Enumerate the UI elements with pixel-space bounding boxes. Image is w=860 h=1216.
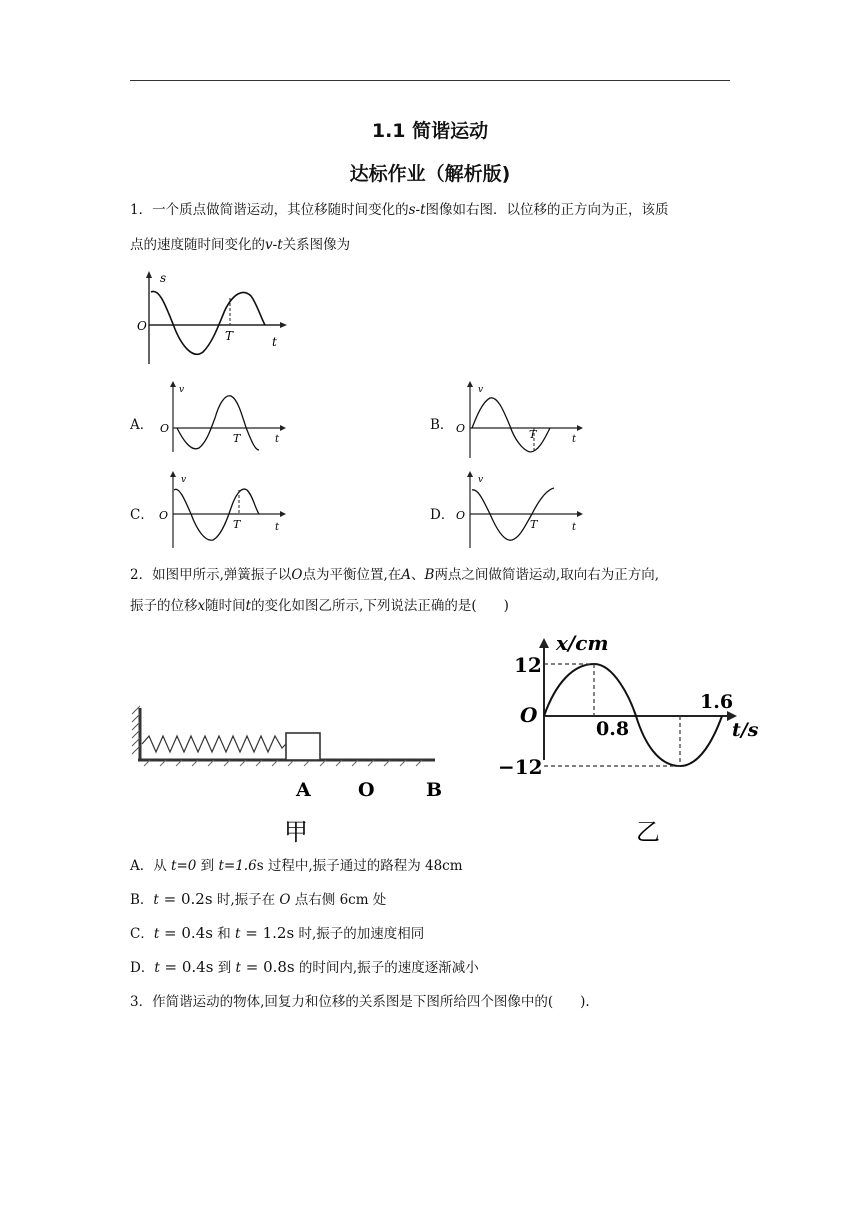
- caption-jia: 甲: [284, 818, 308, 845]
- q2-option-a[interactable]: A．从 t=0 到 t=1.6s 过程中,振子通过的路程为 48cm: [130, 858, 463, 874]
- q2-figure-yi: [490, 628, 765, 843]
- q2-option-c[interactable]: C．t = 0.4s 和 t = 1.2s 时,振子的加速度相同: [130, 924, 425, 942]
- q2-option-b[interactable]: B．t = 0.2s 时,振子在 O 点右侧 6cm 处: [130, 890, 387, 908]
- q2-line2: 振子的位移x随时间t的变化如图乙所示,下列说法正确的是( ): [130, 598, 509, 614]
- svg-text:T: T: [233, 518, 241, 531]
- q1-line2: 点的速度随时间变化的v-t关系图像为: [130, 237, 351, 253]
- q2-option-d[interactable]: D．t = 0.4s 到 t = 0.8s 的时间内,振子的速度逐渐减小: [130, 958, 479, 976]
- q1-graph-y-label: s: [160, 271, 167, 285]
- svg-text:O: O: [160, 422, 170, 435]
- svg-text:O: O: [456, 422, 466, 435]
- yi-origin-label: O: [520, 703, 538, 727]
- q1-option-d-label[interactable]: D．: [430, 507, 455, 523]
- document-title: 1.1 简谐运动: [371, 120, 489, 142]
- yi-min-label: −12: [498, 755, 543, 779]
- svg-text:t: t: [572, 522, 577, 533]
- q1-graph-x-label: t: [272, 335, 277, 349]
- yi-x-axis-label: t/s: [732, 719, 759, 741]
- q1-option-c-graph[interactable]: [155, 470, 290, 550]
- svg-text:T: T: [233, 432, 241, 445]
- svg-text:O: O: [159, 509, 169, 522]
- document-subtitle: 达标作业（解析版): [349, 163, 511, 185]
- svg-text:T: T: [530, 518, 538, 531]
- caption-yi: 乙: [636, 818, 660, 843]
- q1-graph-origin: O: [137, 319, 147, 333]
- q2-figure-jia: [130, 700, 450, 845]
- q1-option-d-graph[interactable]: [452, 470, 587, 550]
- svg-text:v: v: [478, 385, 484, 395]
- point-a-label: A: [296, 779, 311, 801]
- q1-option-a-graph[interactable]: [155, 380, 290, 455]
- yi-tick-16: 1.6: [700, 691, 734, 713]
- header-rule: [130, 80, 730, 81]
- svg-text:t: t: [275, 522, 280, 533]
- q1-option-b-label[interactable]: B．: [430, 417, 454, 433]
- svg-text:v: v: [478, 475, 484, 485]
- svg-text:t: t: [275, 434, 280, 445]
- svg-text:t: t: [572, 434, 577, 445]
- q2-line1: 2．如图甲所示,弹簧振子以O点为平衡位置,在A、B两点之间做简谐运动,取向右为正方向,: [130, 567, 660, 583]
- q1-option-b-graph[interactable]: [452, 380, 587, 460]
- q3-line1: 3．作简谐运动的物体,回复力和位移的关系图是下图所给四个图像中的( ).: [130, 994, 590, 1010]
- svg-text:v: v: [179, 385, 185, 395]
- q1-graph-period: T: [225, 329, 234, 343]
- q1-line1: 1．一个质点做简谐运动，其位移随时间变化的s-t图像如右图．以位移的正方向为正，该质: [130, 202, 669, 218]
- q1-st-graph: [133, 268, 295, 368]
- yi-y-axis-label: x/cm: [556, 631, 609, 655]
- yi-max-label: 12: [514, 653, 542, 677]
- point-o-label: O: [358, 779, 375, 801]
- q1-option-c-label[interactable]: C．: [130, 507, 154, 523]
- q1-option-a-label[interactable]: A．: [130, 417, 154, 433]
- point-b-label: B: [426, 779, 443, 801]
- yi-tick-08: 0.8: [596, 718, 630, 740]
- svg-text:T: T: [529, 428, 537, 441]
- svg-text:O: O: [456, 509, 466, 522]
- svg-text:v: v: [181, 475, 187, 485]
